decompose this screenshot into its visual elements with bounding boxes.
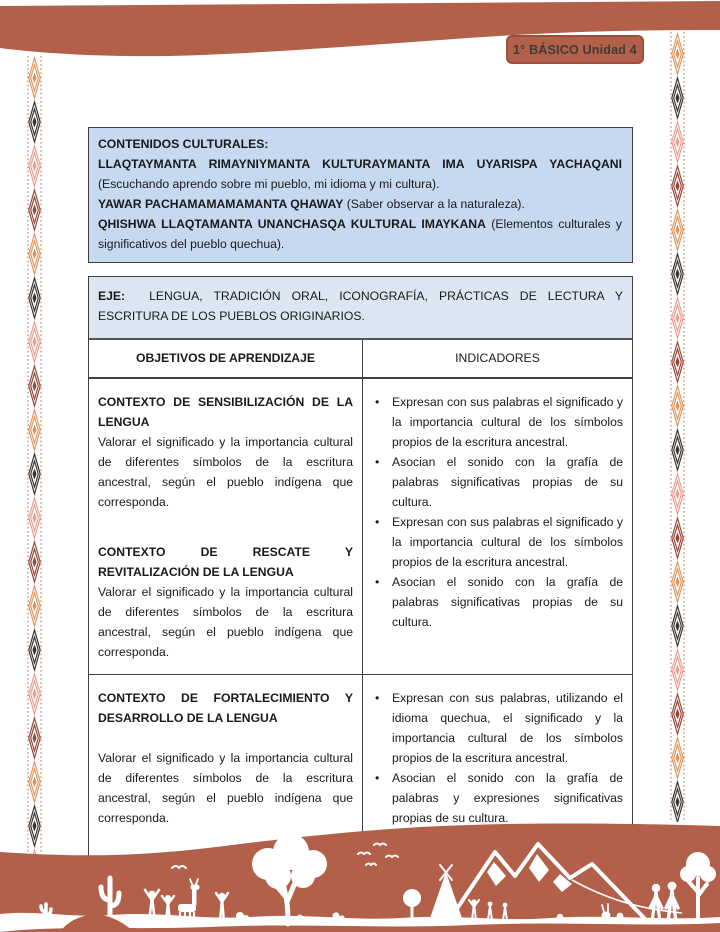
left-textile-border-icon — [27, 56, 42, 862]
bullet-icon: • — [375, 455, 380, 469]
indicator-group — [372, 392, 623, 512]
objectives-table — [88, 276, 633, 894]
cultural-contents-box — [88, 127, 633, 263]
table-row — [89, 379, 632, 675]
bullet-icon: • — [375, 575, 380, 589]
unit-badge-label: 1° BÁSICO Unidad 4 — [513, 42, 637, 57]
bullet-icon: • — [375, 395, 380, 409]
cultural-content-item: QHISHWA LLAQTAMANTA UNANCHASQA KULTURAL IMAYKANA (Elementos culturales y significativos del pueblo quechua). — [98, 217, 622, 251]
objectives-column-header: OBJETIVOS DE APRENDIZAJE — [89, 340, 363, 379]
cultural-contents-title: CONTENIDOS CULTURALES: — [98, 137, 269, 151]
page-content — [88, 127, 633, 894]
indicator-item: • Asocian el sonido con la grafía de palabras significativas propias de su cultura. — [372, 572, 623, 632]
objective-block: CONTEXTO DE SENSIBILIZACIÓN DE LA LENGUA Valorar el significado y la importancia cultural de diferentes símbolos de la escritura ancestral, según el pueblo indígena que corresponda. — [98, 395, 353, 509]
bottom-banner-illustration — [0, 812, 720, 932]
indicator-group — [372, 512, 623, 632]
objective-block: CONTEXTO DE FORTALECIMIENTO Y DESARROLLO DE LA LENGUA Valorar el significado y la importancia cultural de diferentes símbolos de la escritura ancestral, según el pueblo indígena que corresponda. — [98, 691, 353, 825]
objectives-cell — [89, 379, 363, 675]
axis-text: EJE: LENGUA, TRADICIÓN ORAL, ICONOGRAFÍA, PRÁCTICAS DE LECTURA Y ESCRITURA DE LOS PUEBLOS ORIGINARIOS. — [98, 289, 623, 323]
right-textile-border-icon — [670, 32, 685, 822]
indicators-column-header: INDICADORES — [363, 340, 632, 379]
indicator-item: • Asocian el sonido con la grafía de palabras significativas propias de su cultura. — [372, 452, 623, 512]
objective-block: CONTEXTO DE RESCATE Y REVITALIZACIÓN DE LA LENGUA Valorar el significado y la importancia cultural de diferentes símbolos de la escritura ancestral, según el pueblo indígena que corresponda. — [98, 545, 353, 659]
indicator-group — [372, 688, 623, 828]
indicator-item: • Expresan con sus palabras el significado y la importancia cultural de los símbolos propios de la escritura ancestral. — [372, 392, 623, 452]
indicator-item: • Expresan con sus palabras el significado y la importancia cultural de los símbolos propios de la escritura ancestral. — [372, 512, 623, 572]
bullet-icon: • — [375, 771, 380, 785]
indicators-cell — [363, 379, 632, 675]
indicator-item: • Asocian el sonido con la grafía de palabras y expresiones significativas propias de su cultura. — [372, 768, 623, 828]
indicator-item: • Expresan con sus palabras, utilizando el idioma quechua, el significado y la importancia cultural de los símbolos propios de la escritura ancestral. — [372, 688, 623, 768]
bullet-icon: • — [375, 515, 380, 529]
table-header-row — [89, 340, 632, 379]
axis-row — [89, 277, 632, 340]
bullet-icon: • — [375, 691, 380, 705]
cultural-content-item: LLAQTAYMANTA RIMAYNIYMANTA KULTURAYMANTA IMA UYARISPA YACHAQANI (Escuchando aprendo sobre mi pueblo, mi idioma y mi cultura). — [98, 157, 622, 191]
cultural-content-item: YAWAR PACHAMAMAMAMANTA QHAWAY (Saber observar a la naturaleza). — [98, 197, 525, 211]
unit-badge — [506, 35, 644, 64]
